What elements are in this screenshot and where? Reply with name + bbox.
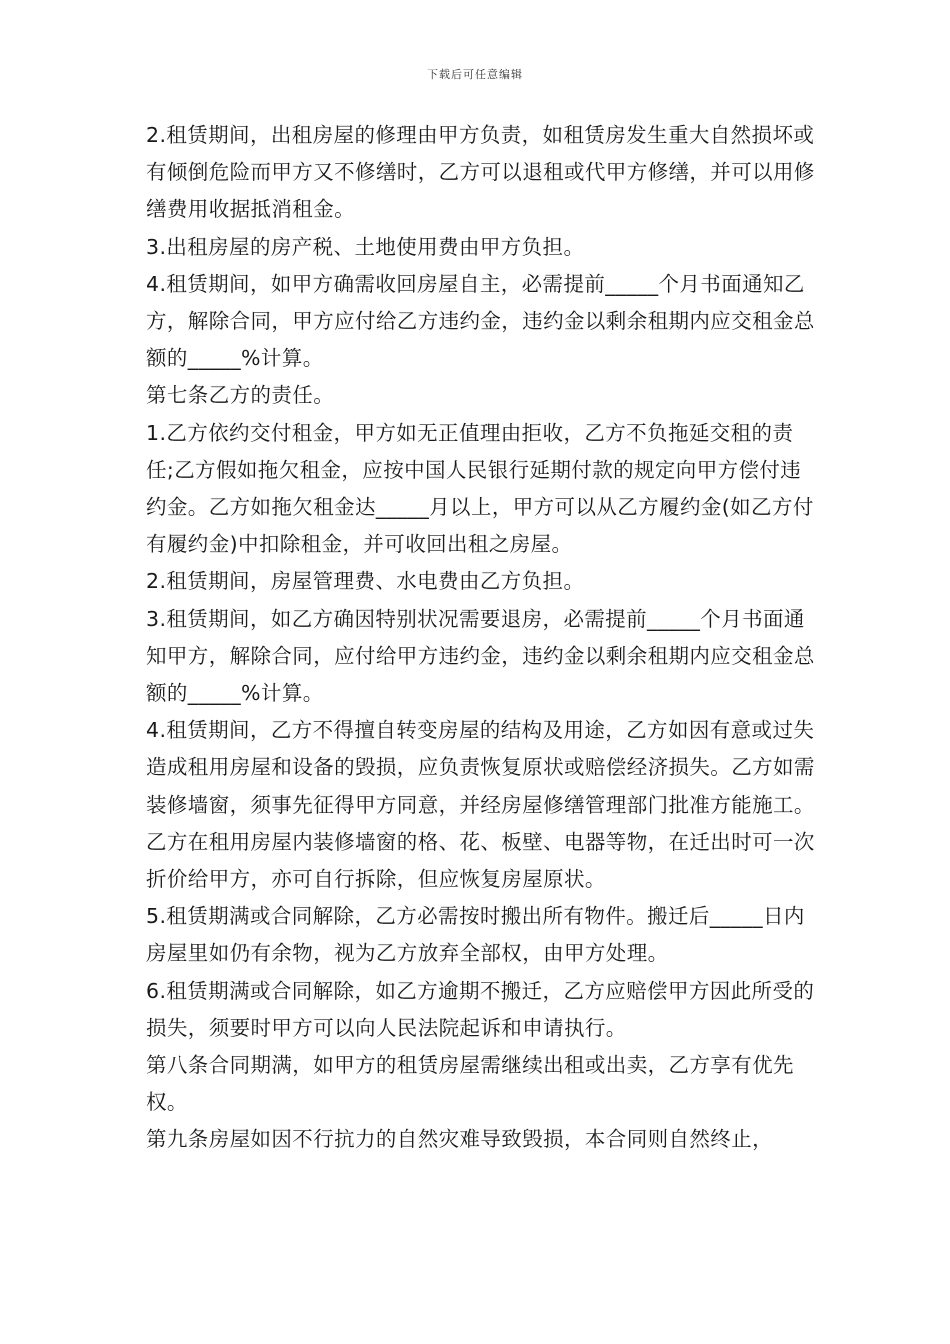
section-paragraph: 第八条合同期满，如甲方的租赁房屋需继续出租或出卖，乙方享有优先权。 (146, 1053, 794, 1115)
section-heading: 第七条乙方的责任。 (146, 383, 335, 408)
paragraph: 5.租赁期满或合同解除，乙方必需按时搬出所有物件。搬迁后_____日内房屋里如仍有余物，视为乙方放弃全部权，由甲方处理。 (146, 904, 805, 966)
header-note: 下载后可任意编辑 (427, 68, 523, 81)
paragraph: 1.乙方依约交付租金，甲方如无正值理由拒收，乙方不负拖延交租的责任;乙方假如拖欠租金，应按中国人民银行延期付款的规定向甲方偿付违约金。乙方如拖欠租金达_____月以上，甲方可以从乙方履约金(如乙方付有履约金)中扣除租金，并可收回出租之房屋。 (146, 420, 814, 557)
paragraph: 6.租赁期满或合同解除，如乙方逾期不搬迁，乙方应赔偿甲方因此所受的损失，须要时甲方可以向人民法院起诉和申请执行。 (146, 978, 815, 1040)
paragraph: 4.租赁期间，如甲方确需收回房屋自主，必需提前_____个月书面通知乙方，解除合同，甲方应付给乙方违约金，违约金以剩余租期内应交租金总额的_____%计算。 (146, 271, 815, 371)
section-paragraph: 第九条房屋如因不行抗力的自然灾难导致毁损，本合同则自然终止， (146, 1127, 773, 1152)
document-body (146, 117, 818, 1159)
paragraph: 2.租赁期间，房屋管理费、水电费由乙方负担。 (146, 569, 585, 594)
paragraph: 2.租赁期间，出租房屋的修理由甲方负责，如租赁房发生重大自然损坏或有倾倒危险而甲方又不修缮时，乙方可以退租或代甲方修缮，并可以用修缮费用收据抵消租金。 (146, 123, 815, 222)
paragraph: 3.出租房屋的房产税、土地使用费由甲方负担。 (146, 234, 585, 259)
paragraph: 4.租赁期间，乙方不得擅自转变房屋的结构及用途，乙方如因有意或过失造成租用房屋和设备的毁损，应负责恢复原状或赔偿经济损失。乙方如需装修墙窗，须事先征得甲方同意，并经房屋修缮管理部门批准方能施工。乙方在租用房屋内装修墙窗的格、花、板壁、电器等物，在迁出时可一次折价给甲方，亦可自行拆除，但应恢复房屋原状。 (146, 718, 815, 892)
paragraph: 3.租赁期间，如乙方确因特别状况需要退房，必需提前_____个月书面通知甲方，解除合同，应付给甲方违约金，违约金以剩余租期内应交租金总额的_____%计算。 (146, 606, 815, 706)
